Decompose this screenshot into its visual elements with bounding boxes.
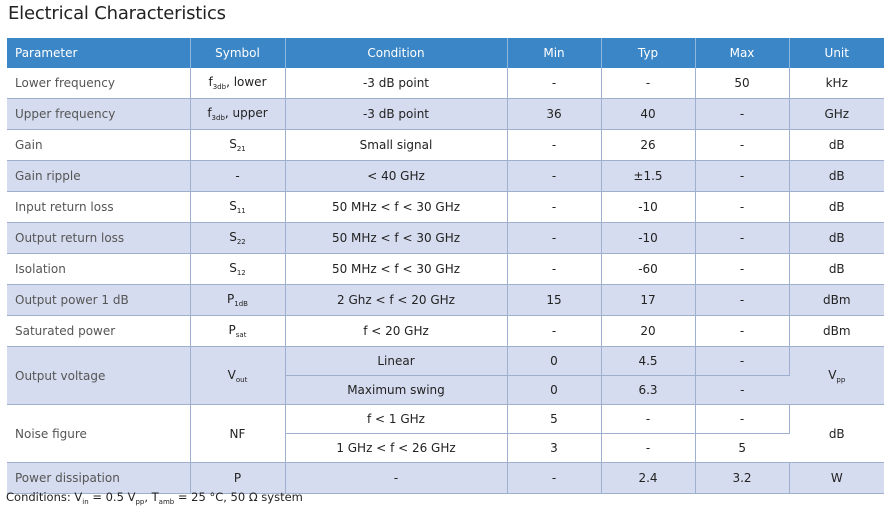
min-cell: - <box>507 130 601 161</box>
symbol-cell: NF <box>190 405 285 463</box>
vin-subscript: in <box>82 498 89 506</box>
condition-cell: - <box>285 463 507 494</box>
symbol-subscript: out <box>235 375 248 384</box>
symbol-cell <box>190 130 285 161</box>
unit-cell: dB <box>789 192 884 223</box>
param-cell: Lower frequency <box>7 68 190 99</box>
table-header-row <box>7 38 884 68</box>
unit-cell: W <box>789 463 884 494</box>
symbol-cell: - <box>190 161 285 192</box>
param-cell: Gain ripple <box>7 161 190 192</box>
symbol-subscript: 11 <box>236 207 246 215</box>
symbol-base: S <box>229 230 237 244</box>
min-cell: - <box>507 463 601 494</box>
unit-cell: dBm <box>789 316 884 347</box>
typ-cell: 40 <box>601 99 695 130</box>
typ-cell: - <box>601 434 695 463</box>
max-cell: - <box>695 347 789 376</box>
symbol-cell <box>190 68 285 99</box>
symbol-suffix: , upper <box>224 106 268 120</box>
table-row <box>7 405 884 434</box>
unit-cell: dB <box>789 223 884 254</box>
min-cell: 3 <box>507 434 601 463</box>
typ-cell: - <box>601 68 695 99</box>
table-row <box>7 316 884 347</box>
condition-cell: Linear <box>285 347 507 376</box>
max-cell: - <box>695 192 789 223</box>
unit-cell: dBm <box>789 285 884 316</box>
unit-cell: dB <box>789 161 884 192</box>
min-cell: - <box>507 316 601 347</box>
symbol-subscript: 22 <box>236 238 246 246</box>
conditions-prefix: Conditions: V <box>6 490 83 504</box>
table-row <box>7 254 884 285</box>
condition-cell: -3 dB point <box>285 99 507 130</box>
typ-cell: 26 <box>601 130 695 161</box>
typ-cell: 20 <box>601 316 695 347</box>
symbol-base: S <box>229 261 237 275</box>
table-row <box>7 223 884 254</box>
symbol-subscript: 3db <box>212 83 227 91</box>
symbol-subscript: 21 <box>236 145 246 153</box>
min-cell: - <box>507 254 601 285</box>
max-cell: 5 <box>695 434 789 463</box>
param-cell: Saturated power <box>7 316 190 347</box>
symbol-base: f <box>207 106 212 120</box>
typ-cell: ±1.5 <box>601 161 695 192</box>
symbol-cell <box>190 99 285 130</box>
condition-cell: 50 MHz < f < 30 GHz <box>285 254 507 285</box>
vpp-subscript: pp <box>135 498 145 506</box>
min-cell: 15 <box>507 285 601 316</box>
unit-cell: dB <box>789 130 884 161</box>
min-cell: 36 <box>507 99 601 130</box>
param-cell: Gain <box>7 130 190 161</box>
symbol-base: V <box>227 367 236 382</box>
typ-cell: 6.3 <box>601 376 695 405</box>
table-row <box>7 68 884 99</box>
max-cell: - <box>695 285 789 316</box>
table-row <box>7 192 884 223</box>
param-cell: Output return loss <box>7 223 190 254</box>
spec-table <box>7 38 884 494</box>
max-cell: 50 <box>695 68 789 99</box>
param-cell: Output voltage <box>7 347 190 405</box>
typ-cell: -60 <box>601 254 695 285</box>
typ-cell: 17 <box>601 285 695 316</box>
condition-cell: f < 20 GHz <box>285 316 507 347</box>
unit-subscript: pp <box>836 375 846 384</box>
min-cell: - <box>507 192 601 223</box>
unit-cell: dB <box>789 254 884 285</box>
header-min: Min <box>507 38 601 68</box>
condition-cell: Small signal <box>285 130 507 161</box>
min-cell: 0 <box>507 347 601 376</box>
typ-cell: -10 <box>601 223 695 254</box>
symbol-cell <box>190 285 285 316</box>
condition-cell: 1 GHz < f < 26 GHz <box>285 434 507 463</box>
tamb-subscript: amb <box>158 498 175 506</box>
symbol-base: P <box>228 323 236 337</box>
symbol-cell <box>190 347 285 405</box>
symbol-subscript: 3db <box>211 114 225 122</box>
table-row <box>7 130 884 161</box>
symbol-cell <box>190 223 285 254</box>
symbol-cell <box>190 254 285 285</box>
param-cell: Output power 1 dB <box>7 285 190 316</box>
param-cell: Input return loss <box>7 192 190 223</box>
table-row <box>7 347 884 376</box>
table-row <box>7 285 884 316</box>
typ-cell: - <box>601 405 695 434</box>
min-cell: 0 <box>507 376 601 405</box>
symbol-cell <box>190 192 285 223</box>
header-unit: Unit <box>789 38 884 68</box>
symbol-subscript: 1dB <box>234 300 248 308</box>
max-cell: - <box>695 223 789 254</box>
header-typ: Typ <box>601 38 695 68</box>
max-cell: - <box>695 130 789 161</box>
symbol-suffix: , lower <box>226 75 267 89</box>
max-cell: - <box>695 376 789 405</box>
table-row <box>7 99 884 130</box>
typ-cell: -10 <box>601 192 695 223</box>
unit-cell: kHz <box>789 68 884 99</box>
t-prefix: , T <box>144 490 159 504</box>
max-cell: - <box>695 316 789 347</box>
max-cell: 3.2 <box>695 463 789 494</box>
min-cell: - <box>507 223 601 254</box>
symbol-cell: P <box>190 463 285 494</box>
conditions-note <box>6 490 303 506</box>
unit-base: V <box>828 367 837 382</box>
unit-cell: GHz <box>789 99 884 130</box>
table-row <box>7 463 884 494</box>
param-cell: Power dissipation <box>7 463 190 494</box>
symbol-cell <box>190 316 285 347</box>
param-cell: Noise figure <box>7 405 190 463</box>
condition-cell: f < 1 GHz <box>285 405 507 434</box>
condition-cell: 2 Ghz < f < 20 GHz <box>285 285 507 316</box>
unit-cell <box>789 347 884 405</box>
condition-cell: Maximum swing <box>285 376 507 405</box>
param-cell: Upper frequency <box>7 99 190 130</box>
page-title: Electrical Characteristics <box>8 3 226 24</box>
typ-cell: 4.5 <box>601 347 695 376</box>
condition-cell: 50 MHz < f < 30 GHz <box>285 192 507 223</box>
max-cell: - <box>695 161 789 192</box>
max-cell: - <box>695 99 789 130</box>
condition-cell: 50 MHz < f < 30 GHz <box>285 223 507 254</box>
symbol-base: S <box>229 137 237 151</box>
symbol-base: P <box>227 292 235 306</box>
header-symbol: Symbol <box>190 38 285 68</box>
vin-value: = 0.5 V <box>88 490 136 504</box>
symbol-subscript: sat <box>235 331 247 339</box>
conditions-rest: = 25 °C, 50 Ω system <box>174 490 303 504</box>
max-cell: - <box>695 405 789 434</box>
typ-cell: 2.4 <box>601 463 695 494</box>
symbol-base: S <box>229 199 237 213</box>
min-cell: 5 <box>507 405 601 434</box>
header-max: Max <box>695 38 789 68</box>
symbol-subscript: 12 <box>236 269 246 277</box>
min-cell: - <box>507 68 601 99</box>
unit-cell: dB <box>789 405 884 463</box>
min-cell: - <box>507 161 601 192</box>
param-cell: Isolation <box>7 254 190 285</box>
max-cell: - <box>695 254 789 285</box>
table-row <box>7 161 884 192</box>
symbol-base: f <box>208 75 213 89</box>
condition-cell: < 40 GHz <box>285 161 507 192</box>
header-condition: Condition <box>285 38 507 68</box>
condition-cell: -3 dB point <box>285 68 507 99</box>
header-parameter: Parameter <box>7 38 190 68</box>
